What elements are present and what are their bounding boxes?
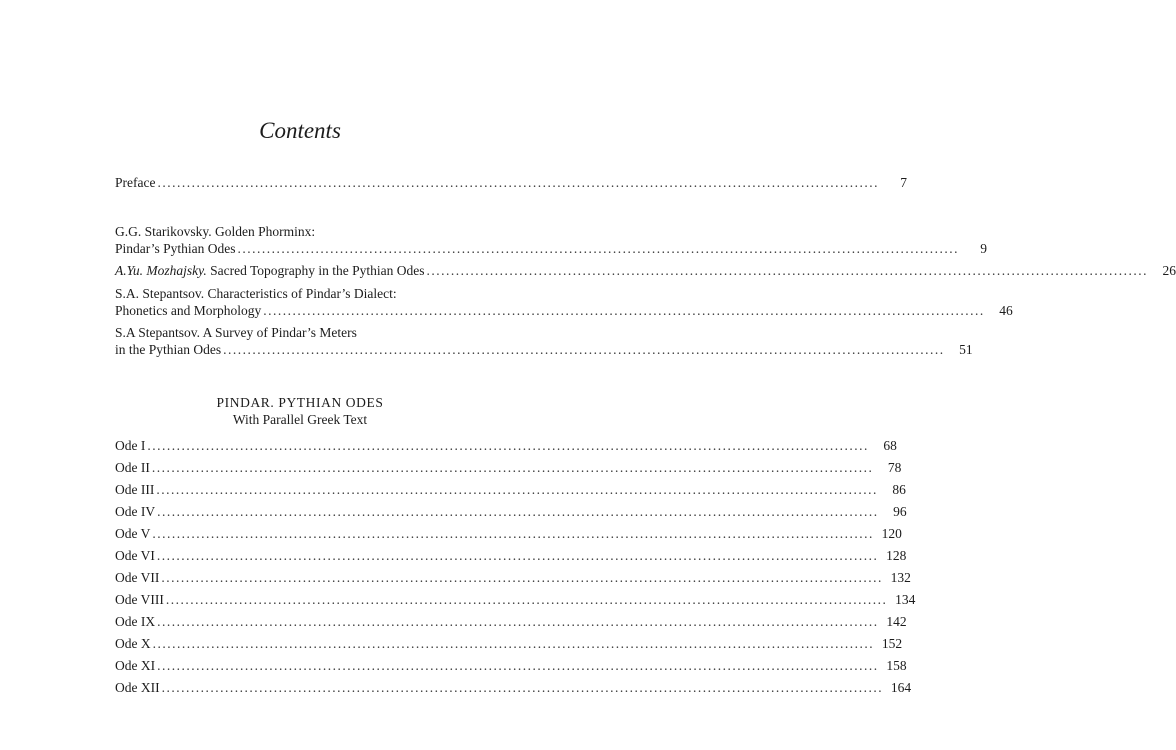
toc-page-number: 132 [890, 570, 911, 585]
essay-title-continued: in the Pythian Odes [115, 342, 222, 357]
leader-dots: .................................................................................................................................................... [157, 504, 879, 519]
toc-page-number: 142 [886, 614, 907, 629]
toc-page-number: 78 [887, 460, 902, 475]
essay-title: Characteristics of Pindar’s Dialect: [204, 286, 397, 301]
toc-entry-preface[interactable] [115, 174, 907, 191]
leader-dots: .................................................................................................................................................... [165, 592, 888, 607]
essay-author: S.A Stepantsov. [115, 325, 201, 340]
section-subheading: With Parallel Greek Text [232, 412, 368, 427]
toc-entry-essay-3-line1[interactable] [115, 285, 397, 302]
toc-entry-essay-4[interactable] [115, 341, 973, 358]
toc-entry-label: Ode X [115, 636, 151, 651]
leader-dots: .................................................................................................................................................... [151, 460, 874, 475]
essay-title: Sacred Topography in the Pythian Odes [206, 263, 425, 278]
essay-title: A Survey of Pindar’s Meters [200, 325, 357, 340]
toc-entry-ode-10[interactable] [115, 635, 903, 652]
leader-dots: .................................................................................................................................................... [156, 548, 879, 563]
page-title: Contents [259, 118, 341, 143]
leader-dots: .................................................................................................................................................... [157, 658, 879, 673]
toc-entry-ode-2[interactable] [115, 459, 902, 476]
toc-page-number: 86 [892, 482, 906, 497]
toc-entry-ode-1[interactable] [115, 437, 897, 454]
toc-entry-ode-8[interactable] [115, 591, 916, 608]
toc-entry-label: Ode VI [115, 548, 155, 563]
essay-author: S.A. Stepantsov. [115, 286, 205, 301]
toc-entry-label: Ode VII [115, 570, 160, 585]
toc-page-number: 134 [895, 592, 916, 607]
toc-entry-label: Ode IV [115, 504, 156, 519]
toc-page-number: 96 [893, 504, 907, 519]
toc-entry-ode-6[interactable] [115, 547, 907, 564]
toc-entry-essay-2[interactable] [115, 262, 1176, 279]
toc-entry-label: Ode VIII [115, 592, 164, 607]
toc-page-number: 158 [886, 658, 907, 673]
toc-page-number: 51 [959, 342, 973, 357]
toc-entry-label: Ode V [115, 526, 151, 541]
toc-entry-label: Ode III [115, 482, 155, 497]
essay-title: Golden Phorminx: [211, 224, 316, 239]
toc-page-number: 120 [881, 526, 902, 541]
toc-entry-ode-12[interactable] [115, 679, 912, 696]
toc-entry-ode-5[interactable] [115, 525, 902, 542]
leader-dots: .................................................................................................................................................... [161, 570, 883, 585]
toc-entry-label: Ode XII [115, 680, 160, 695]
toc-page-number: 26 [1162, 263, 1176, 278]
toc-page-number: 152 [881, 636, 903, 651]
toc-entry-label: Ode I [115, 438, 146, 453]
leader-dots: .................................................................................................................................................... [157, 175, 879, 190]
toc-page-number: 164 [890, 680, 912, 695]
toc-entry-essay-1[interactable] [115, 240, 987, 257]
leader-dots: .................................................................................................................................................... [223, 342, 945, 357]
toc-entry-ode-9[interactable] [115, 613, 907, 630]
essay-author: G.G. Starikovsky. [115, 224, 212, 239]
toc-page-number: 7 [900, 175, 907, 190]
section-heading: PINDAR. PYTHIAN ODES [216, 395, 384, 410]
leader-dots: .................................................................................................................................................... [152, 526, 874, 541]
toc-entry-essay-4-line1[interactable] [115, 324, 357, 341]
toc-entry-essay-1-line1[interactable] [115, 223, 315, 240]
essay-author: A.Yu. Mozhajsky. [115, 263, 207, 278]
toc-entry-label: Ode II [115, 460, 150, 475]
toc-entry-ode-7[interactable] [115, 569, 911, 586]
toc-page-number: 46 [999, 303, 1013, 318]
toc-page-number: 128 [886, 548, 907, 563]
toc-entry-ode-4[interactable] [115, 503, 907, 520]
essay-title-continued: Phonetics and Morphology [115, 303, 262, 318]
leader-dots: .................................................................................................................................................... [152, 636, 875, 651]
leader-dots: .................................................................................................................................................... [237, 241, 959, 256]
leader-dots: .................................................................................................................................................... [147, 438, 869, 453]
leader-dots: .................................................................................................................................................... [157, 614, 879, 629]
toc-entry-essay-3[interactable] [115, 302, 1013, 319]
leader-dots: .................................................................................................................................................... [161, 680, 884, 695]
leader-dots: .................................................................................................................................................... [426, 263, 1149, 278]
toc-page-number: 68 [883, 438, 897, 453]
essay-title-continued: Pindar’s Pythian Odes [115, 241, 236, 256]
leader-dots: .................................................................................................................................................... [156, 482, 878, 497]
leader-dots: .................................................................................................................................................... [263, 303, 985, 318]
toc-entry-ode-3[interactable] [115, 481, 906, 498]
toc-page-number: 9 [980, 241, 987, 256]
toc-entry-label: Ode IX [115, 614, 156, 629]
toc-entry-label: Preface [115, 175, 156, 190]
toc-entry-label: Ode XI [115, 658, 156, 673]
toc-entry-ode-11[interactable] [115, 657, 907, 674]
